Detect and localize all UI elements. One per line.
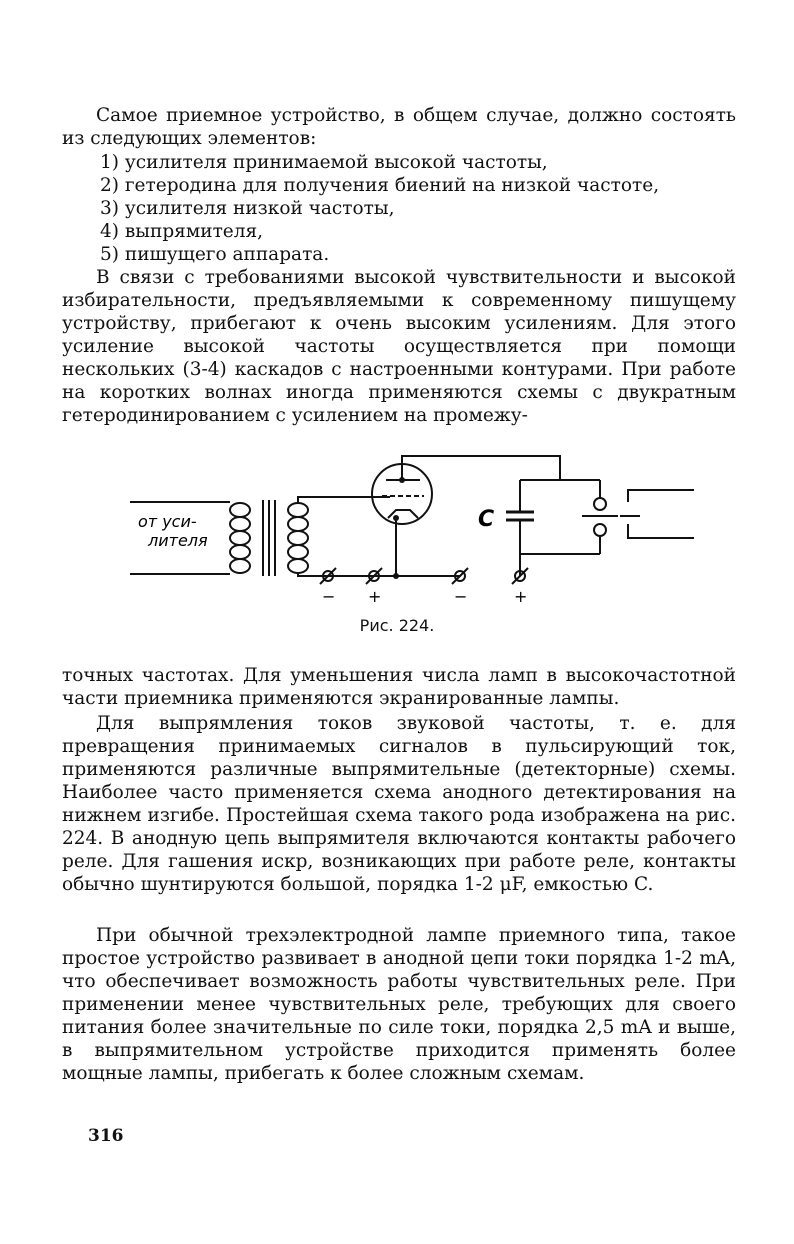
relay-contact-top [594, 498, 606, 510]
page-number: 316 [88, 1126, 124, 1146]
terminal-minus-1 [320, 568, 336, 584]
transformer-primary-coil [230, 503, 250, 573]
input-label-line1: от уси- [138, 512, 197, 531]
paragraph-requirements: В связи с требованиями высокой чувствительности и высокой избирательности, предъявляемыми к современному пишущему устройству, прибегают к очень высоким усилениям. Для этого усиление высокой частоты осуществляется при помощи нескольких (3-4) каскадов с настроенными контурами. При работе на коротких волнах иногда применяются схемы с двукратным гетеродинированием с усилением на промежу- [62, 267, 736, 426]
relay-output-top [628, 490, 694, 502]
list-item: 4) выпрямителя, [100, 221, 264, 242]
list-item: 1) усилителя принимаемой высокой частоты, [100, 152, 548, 173]
paragraph-triode: При обычной трехэлектродной лампе приемного типа, такое простое устройство развивает в анодной цепи токи порядка 1-2 mA, что обеспечивает возможность работы чувствительных реле. При применении менее чувствительных реле, требующих для своего питания более значительные по силе токи, порядка 2,5 mA и выше, в выпрямительном устройстве приходится применять более мощные лампы, прибегать к более сложным схемам. [62, 925, 736, 1084]
anode-dot [399, 477, 405, 483]
list-item: 3) усилителя низкой частоты, [100, 198, 395, 219]
terminal-minus-2 [452, 568, 468, 584]
list-item: 5) пишущего аппарата. [100, 244, 330, 265]
relay-output-bottom [628, 524, 694, 538]
list-item: 2) гетеродина для получения биений на низкой частоте, [100, 175, 660, 196]
transformer-core [263, 500, 275, 576]
paragraph-rectification: Для выпрямления токов звуковой частоты, т. е. для превращения принимаемых сигналов в пульсирующий ток, применяются различные выпрямительные (детекторные) схемы. Наиболее часто применяется схема анодного детектирования на нижнем изгибе. Простейшая схема такого рода изображена на рис. 224. В анодную цепь выпрямителя включаются контакты рабочего реле. Для гашения искр, возникающих при работе реле, контакты обычно шунтируются большой, порядка 1-2 μF, емкостью C. [62, 713, 736, 895]
input-label-line2: лителя [148, 531, 208, 550]
vacuum-tube [372, 464, 432, 524]
intro-paragraph: Самое приемное устройство, в общем случае, должно состоять из следующих элементов: [62, 105, 736, 149]
terminal-minus-1-label: − [322, 587, 336, 606]
relay-contact-bottom [594, 524, 606, 536]
circuit-diagram [120, 442, 710, 610]
terminal-plus-2-label: + [514, 587, 528, 606]
paragraph-screened-tubes: точных частотах. Для уменьшения числа ламп в высокочастотной части приемника применяются экранированные лампы. [62, 665, 736, 709]
transformer-secondary-coil [288, 503, 308, 573]
grid-wire [298, 497, 390, 502]
terminal-minus-2-label: − [454, 587, 468, 606]
capacitor-label: C [478, 507, 495, 532]
figure-caption: Рис. 224. [359, 616, 435, 635]
terminal-plus-1 [366, 568, 382, 584]
junction-dot [393, 573, 399, 579]
secondary-return-wire [298, 574, 320, 576]
elements-list [100, 151, 659, 266]
terminal-plus-1-label: + [368, 587, 382, 606]
terminal-plus-2 [512, 568, 528, 584]
